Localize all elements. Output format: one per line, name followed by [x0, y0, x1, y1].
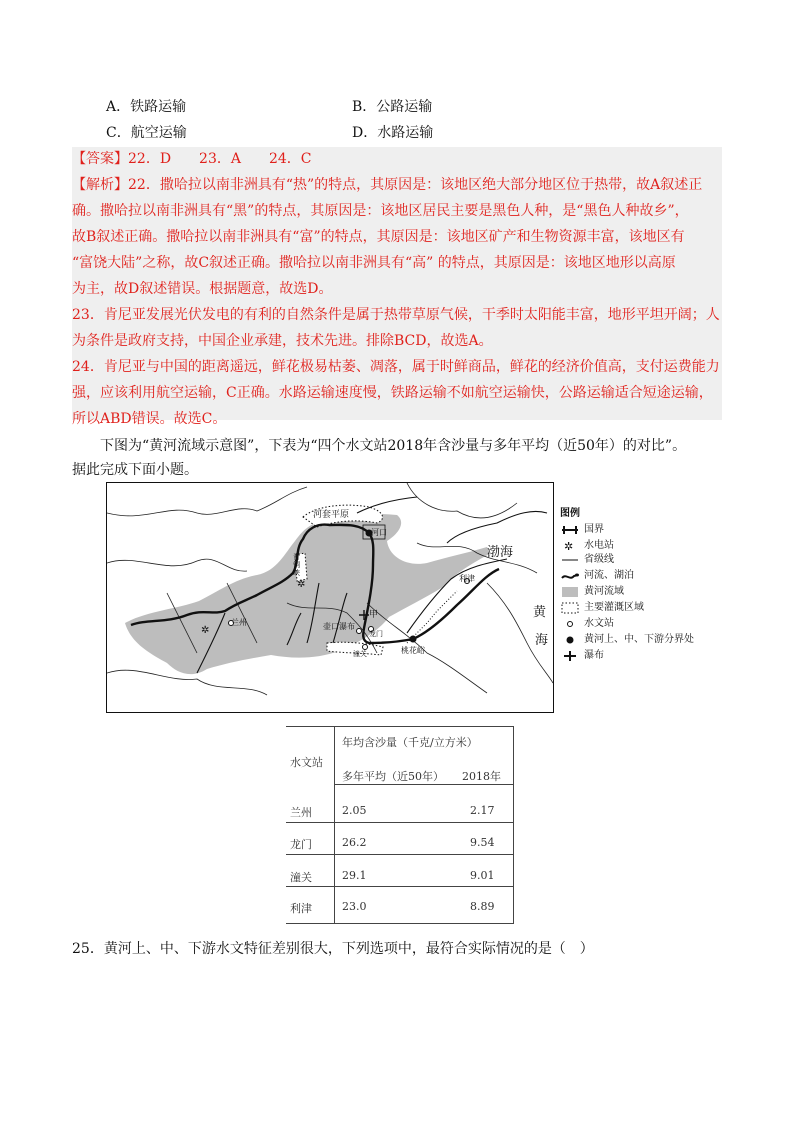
label-hekou: 河口 — [371, 528, 387, 537]
label-lanzhou: 兰州 — [231, 618, 247, 627]
station-name: 潼关 — [290, 871, 312, 884]
border-icon — [560, 523, 580, 537]
label-huang: 黄 — [533, 605, 547, 620]
label-huayuankou: 桃花峪 — [401, 646, 425, 655]
label-longmen: 龙门 — [369, 630, 383, 638]
division-point-icon — [560, 633, 580, 647]
analysis-line: 故B叙述正确。撒哈拉以南非洲具有“富”的特点，其原因是：该地区矿产和生物资源丰富，该地区有 — [72, 229, 685, 245]
option-c: C．航空运输 — [106, 125, 187, 141]
intro-line: 据此完成下面小题。 — [72, 462, 198, 478]
label-hetao: 河套平原 — [313, 510, 350, 520]
avg-value: 26.2 — [342, 836, 367, 849]
irrigation-swatch-icon — [560, 601, 580, 615]
y2018-value: 8.89 — [470, 900, 495, 913]
y2018-value: 9.54 — [470, 836, 495, 849]
intro-line: 下图为“黄河流域示意图”，下表为“四个水文站2018年含沙量与多年平均（近50年）的对比”。 — [100, 438, 687, 454]
analysis-line: 23．肯尼亚发展光伏发电的有利的自然条件是属于热带草原气候，干季时太阳能丰富，地形平坦开阔；人 — [72, 307, 720, 323]
row-header: 水文站 — [290, 756, 323, 769]
y2018-value: 9.01 — [470, 869, 495, 882]
avg-value: 2.05 — [342, 804, 367, 817]
svg-text:✲: ✲ — [564, 540, 574, 553]
analysis-line: 所以ABD错误。故选C。 — [72, 411, 227, 427]
label-lijin: 利津 — [459, 574, 475, 583]
label-hai: 海 — [535, 633, 549, 648]
label-tongguan: 潼关 — [353, 650, 367, 658]
analysis-line: 为主，故D叙述错误。根据题意，故选D。 — [72, 281, 333, 297]
station-name: 龙门 — [290, 838, 312, 851]
label-bohai: 渤海 — [487, 545, 514, 560]
analysis-line: 【解析】22．撒哈拉以南非洲具有“热”的特点，其原因是：该地区绝大部分地区位于热带，故A叙述正 — [72, 177, 703, 193]
analysis-line: 24．肯尼亚与中国的距离遥远，鲜花极易枯萎、凋落，属于时鲜商品，鲜花的经济价值高，支付运费能力 — [72, 359, 720, 375]
label-jia: 甲 — [369, 610, 379, 620]
option-d: D．水路运输 — [352, 125, 434, 141]
option-a: A．铁路运输 — [106, 99, 187, 115]
option-b: B．公路运输 — [352, 99, 433, 115]
analysis-line: 为条件是政府支持，中国企业承建，技术先进。排除BCD，故选A。 — [72, 333, 493, 349]
yellow-river-map — [106, 482, 554, 713]
analysis-line: 确。撒哈拉以南非洲具有“黑”的特点，其原因是：该地区居民主要是黑色人种，是“黑色人种故乡”， — [72, 203, 689, 219]
sediment-table — [286, 726, 514, 924]
river-icon — [560, 569, 580, 583]
answer-line: 【答案】22．D 23．A 24．C — [72, 151, 312, 167]
label-hukou: 壶口瀑布 — [323, 622, 355, 631]
label-qingtong: 青铜峡 — [293, 553, 300, 577]
group-header: 年均含沙量（千克/立方米） — [342, 736, 478, 749]
station-icon — [560, 617, 580, 631]
y2018-value: 2.17 — [470, 804, 495, 817]
analysis-line: “富饶大陆”之称，故C叙述正确。撒哈拉以南非洲具有“高” 的特点，其原因是：该地区地形以高原 — [72, 255, 676, 271]
avg-value: 23.0 — [342, 900, 367, 913]
question-25: 25．黄河上、中、下游水文特征差别很大，下列选项中，最符合实际情况的是（ ） — [72, 941, 594, 957]
basin-area — [125, 514, 491, 674]
avg-value: 29.1 — [342, 869, 367, 882]
analysis-line: 强，应该利用航空运输，C正确。水路运输速度慢，铁路运输不如航空运输快，公路运输适合短途运输， — [72, 385, 713, 401]
division-point — [410, 636, 417, 643]
hydropower-icon: ✲ — [297, 579, 306, 590]
col-header-avg: 多年平均（近50年） — [342, 770, 444, 783]
col-header-2018: 2018年 — [462, 770, 501, 783]
province-line-icon — [560, 553, 580, 567]
station-name: 兰州 — [290, 806, 312, 819]
hydropower-icon: ✲ — [201, 625, 210, 636]
station-name: 利津 — [290, 902, 312, 915]
waterfall-icon — [560, 649, 580, 663]
hydropower-icon — [560, 539, 580, 553]
station-point — [357, 629, 362, 634]
basin-swatch-icon — [560, 585, 580, 599]
